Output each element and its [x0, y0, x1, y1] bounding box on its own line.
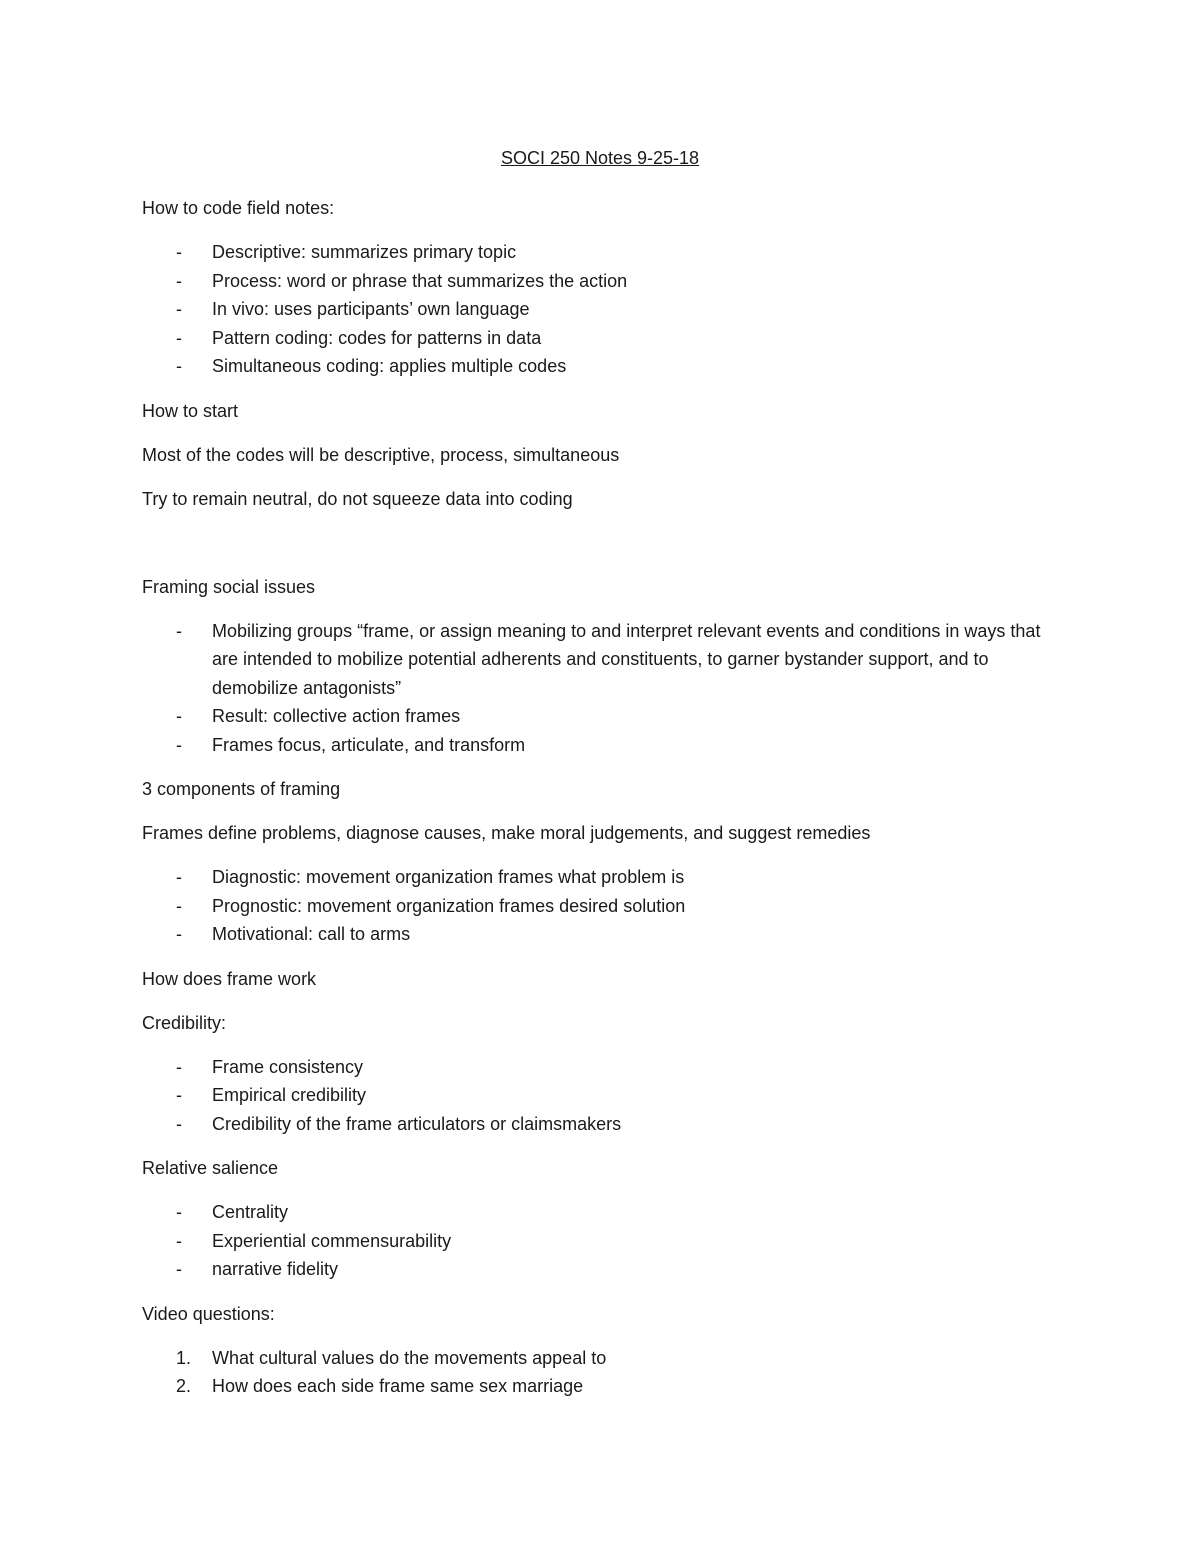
bullet-marker: - — [176, 1085, 182, 1105]
list-item: - Mobilizing groups “frame, or assign meaning to and interpret relevant events and conditions in ways that are intended to mobilize potential adherents and constituents, to garner bystander support, and to demobilize antagonists” — [212, 617, 1052, 703]
bullet-marker: - — [176, 706, 182, 726]
list-item: - Empirical credibility — [212, 1081, 1052, 1110]
section-heading: How to code field notes: — [142, 198, 335, 218]
list-item: - Descriptive: summarizes primary topic — [212, 238, 1052, 267]
section-heading: How does frame work — [142, 968, 317, 989]
list-item: - Process: word or phrase that summarizes the action — [212, 267, 1052, 296]
list-item: 1. What cultural values do the movements appeal to — [212, 1344, 1052, 1373]
bullet-list — [0, 1198, 1200, 1284]
list-item: - Frames focus, articulate, and transform — [212, 731, 1052, 760]
number-marker: 1. — [176, 1347, 192, 1368]
section-heading: 3 components of framing — [142, 779, 341, 799]
list-item: - Simultaneous coding: applies multiple codes — [212, 352, 1052, 381]
section-heading: How to start — [142, 400, 239, 421]
list-item: 2. How does each side frame same sex marriage — [212, 1372, 1052, 1401]
section-heading: Video questions: — [142, 1303, 275, 1324]
bullet-marker: - — [176, 1113, 182, 1134]
paragraph: Try to remain neutral, do not squeeze data into coding — [142, 488, 573, 509]
bullet-marker: - — [176, 1259, 182, 1279]
bullet-list — [0, 617, 1200, 760]
bullet-marker: - — [176, 299, 182, 319]
paragraph: Frames define problems, diagnose causes, make moral judgements, and suggest remedies — [142, 823, 871, 843]
list-item: - In vivo: uses participants’ own language — [212, 295, 1052, 324]
bullet-marker: - — [176, 356, 182, 376]
list-item: - Frame consistency — [212, 1053, 1052, 1082]
list-item: - narrative fidelity — [212, 1255, 1052, 1284]
list-item: - Diagnostic: movement organization frames what problem is — [212, 863, 1052, 892]
bullet-marker: - — [176, 620, 182, 641]
section-heading: Relative salience — [142, 1158, 279, 1178]
list-item: - Motivational: call to arms — [212, 920, 1052, 949]
list-item: - Credibility of the frame articulators or claimsmakers — [212, 1110, 1052, 1139]
bullet-marker: - — [176, 1056, 182, 1077]
list-item: - Experiential commensurability — [212, 1227, 1052, 1256]
section-heading: Framing social issues — [142, 576, 316, 597]
number-marker: 2. — [176, 1376, 192, 1396]
bullet-marker: - — [176, 242, 182, 262]
bullet-marker: - — [176, 734, 182, 755]
bullet-marker: - — [176, 924, 182, 944]
bullet-marker: - — [176, 327, 182, 348]
bullet-list — [0, 1053, 1200, 1139]
bullet-marker: - — [176, 1202, 182, 1222]
list-item: - Pattern coding: codes for patterns in data — [212, 324, 1052, 353]
bullet-marker: - — [176, 1230, 182, 1251]
numbered-list — [0, 1344, 1200, 1401]
paragraph: Most of the codes will be descriptive, process, simultaneous — [142, 444, 620, 465]
bullet-list — [0, 863, 1200, 949]
bullet-marker: - — [176, 270, 182, 291]
bullet-list — [0, 238, 1200, 381]
bullet-marker: - — [176, 867, 182, 887]
section-subheading: Credibility: — [142, 1012, 227, 1033]
spacer — [0, 529, 1200, 573]
document-title: SOCI 250 Notes 9-25-18 — [500, 148, 700, 168]
list-item: - Result: collective action frames — [212, 702, 1052, 731]
list-item: - Prognostic: movement organization frames desired solution — [212, 892, 1052, 921]
list-item: - Centrality — [212, 1198, 1052, 1227]
bullet-marker: - — [176, 895, 182, 916]
